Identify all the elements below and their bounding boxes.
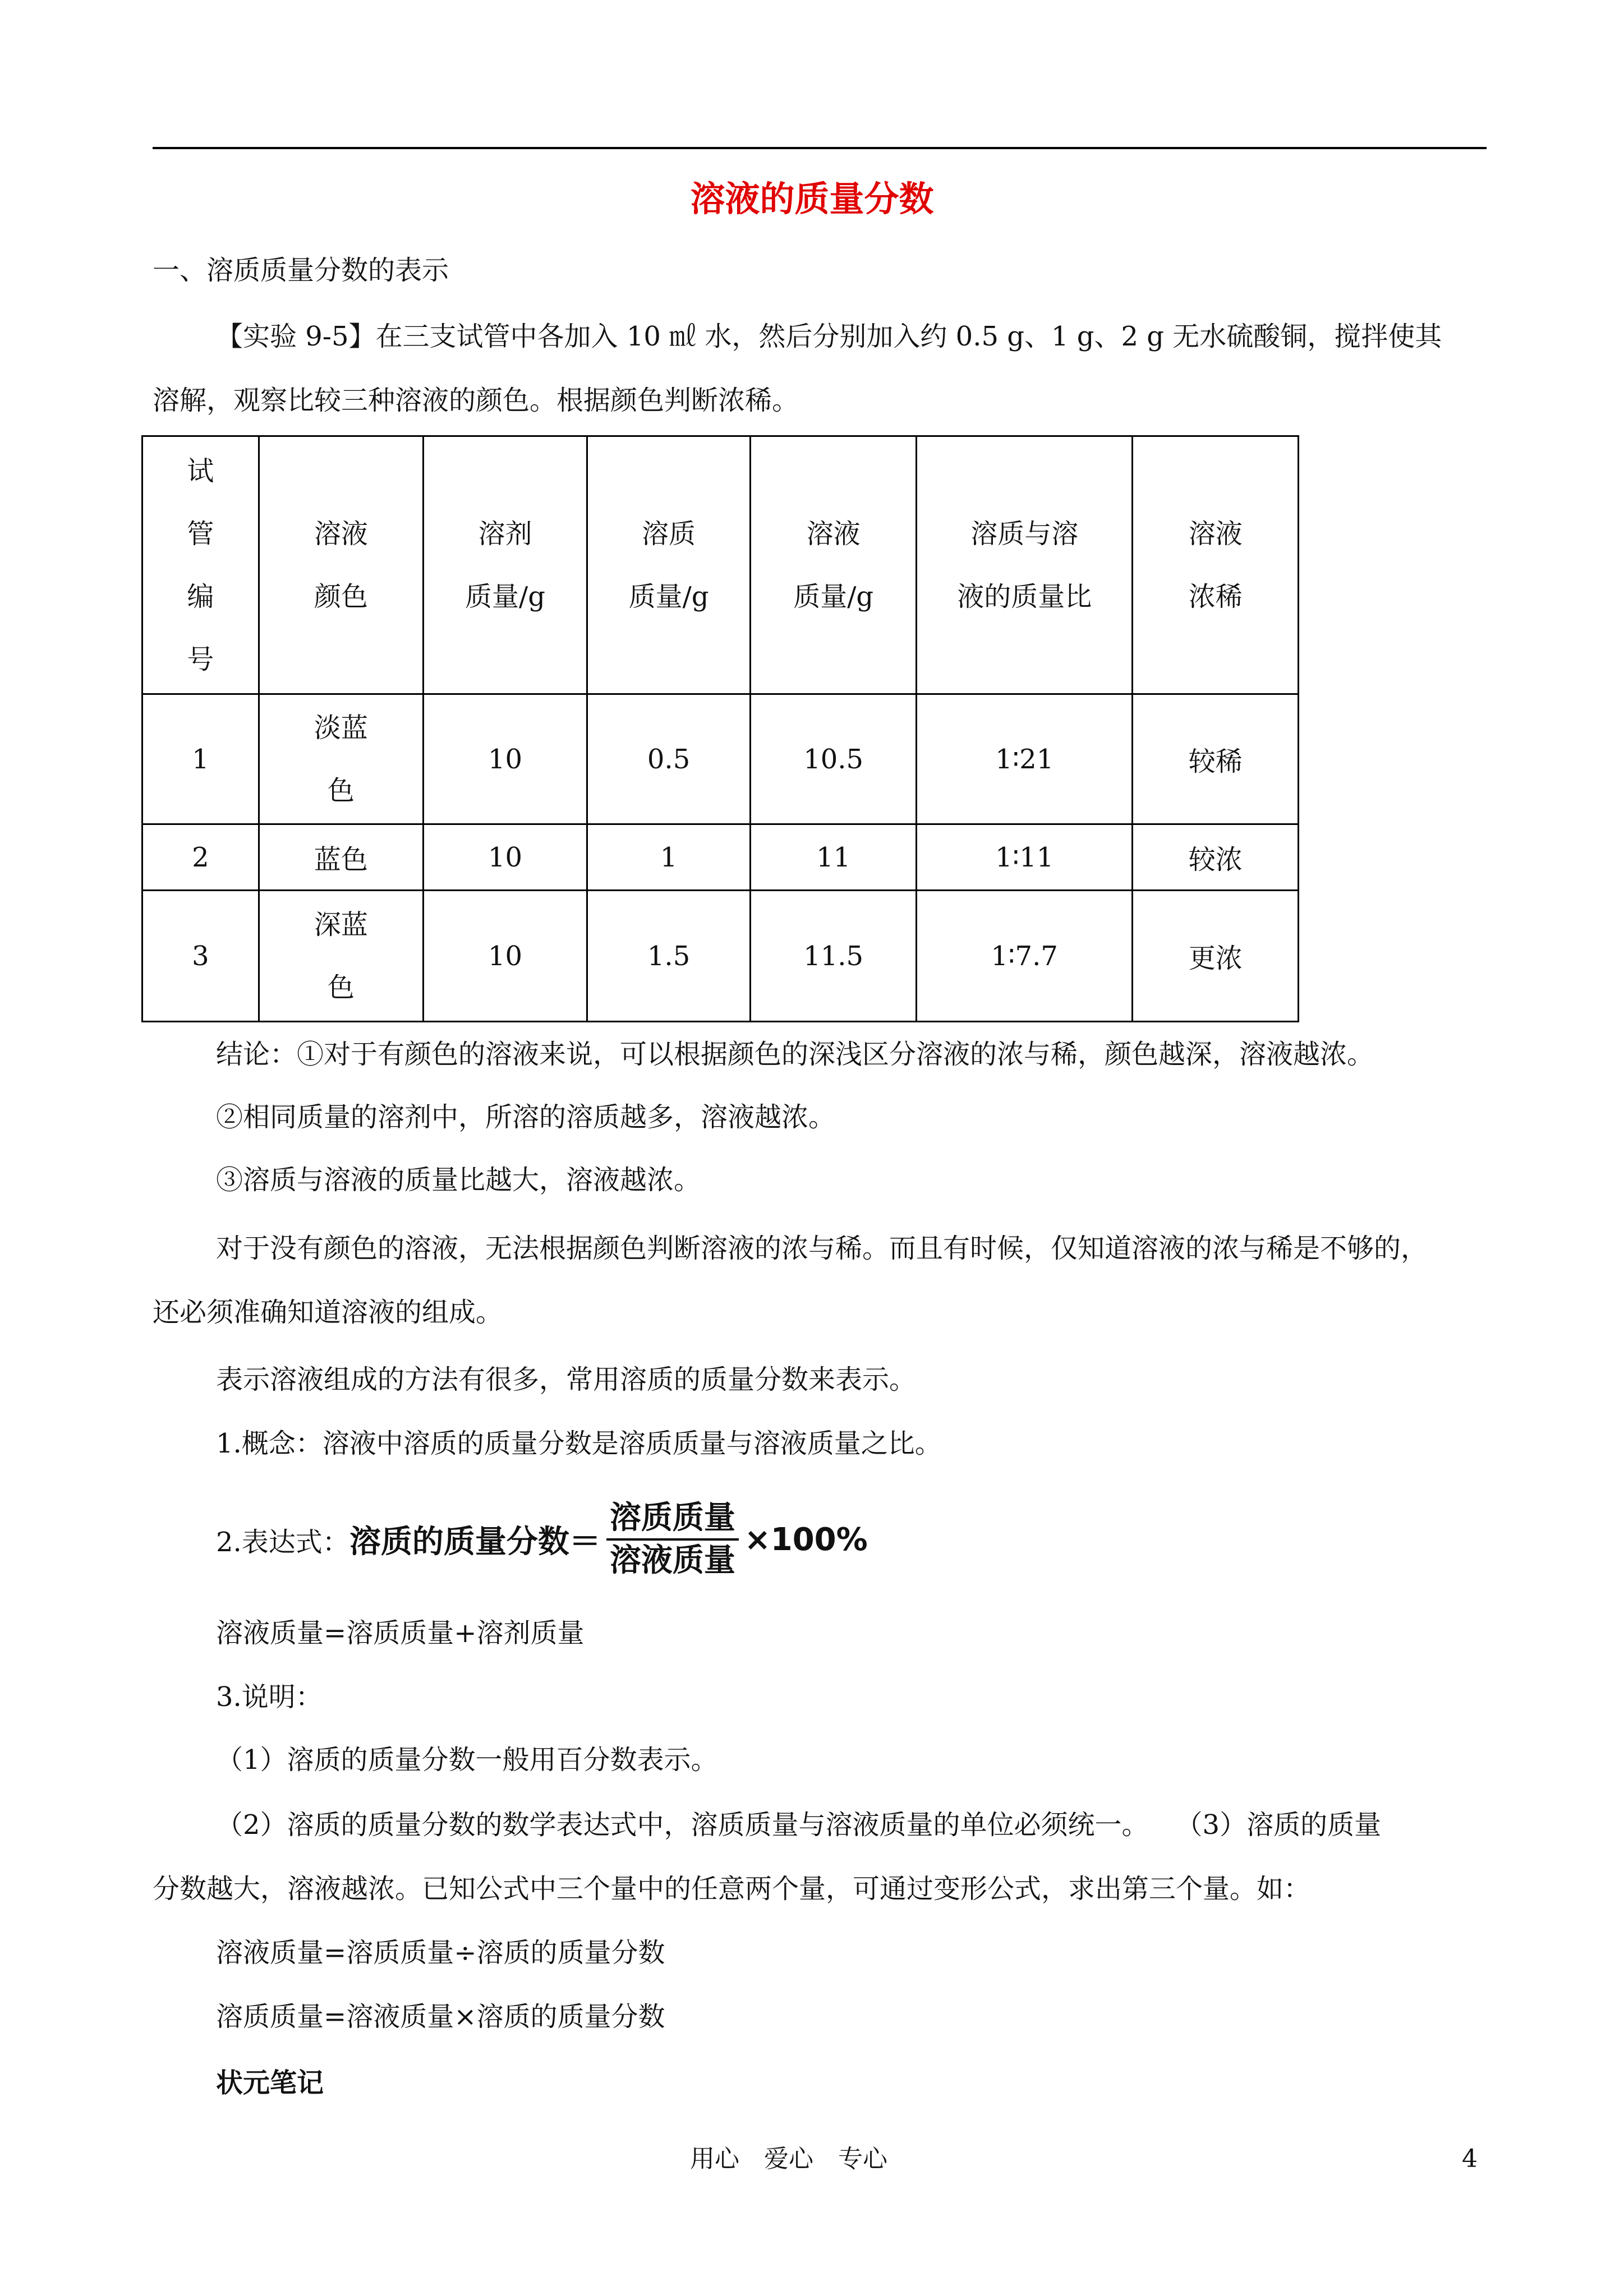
conclusion-3: ③溶质与溶液的质量比越大，溶液越浓。 bbox=[216, 1164, 701, 1196]
cell-color: 蓝色 bbox=[259, 824, 424, 891]
experiment-line-1: 【实验 9-5】在三支试管中各加入 10 ㎖ 水，然后分别加入约 0.5 g、1 g、2 g 无水硫酸铜，搅拌使其 bbox=[216, 321, 1442, 352]
paragraph-method: 表示溶液组成的方法有很多，常用溶质的质量分数来表示。 bbox=[216, 1364, 917, 1395]
concept-line: 1.概念：溶液中溶质的质量分数是溶质质量与溶液质量之比。 bbox=[216, 1428, 942, 1459]
table-row bbox=[142, 694, 1299, 824]
header-solvent-mass: 溶剂 质量/g bbox=[424, 436, 587, 694]
header-mass-ratio: 溶质与溶 液的质量比 bbox=[916, 436, 1132, 694]
formula-solution-mass: 溶液质量=溶质质量÷溶质的质量分数 bbox=[216, 1937, 665, 1968]
cell-concentration: 较稀 bbox=[1133, 694, 1299, 824]
paragraph-line-1: 对于没有颜色的溶液，无法根据颜色判断溶液的浓与稀。而且有时候，仅知道溶液的浓与稀是不够的， bbox=[216, 1233, 1428, 1264]
table-header-row bbox=[142, 436, 1299, 694]
cell-tube-no: 2 bbox=[142, 824, 259, 891]
header-rule bbox=[153, 147, 1487, 149]
table-row bbox=[142, 824, 1299, 891]
formula-numerator: 溶质质量 bbox=[609, 1500, 735, 1536]
formula-lhs: 溶质的质量分数＝ bbox=[349, 1524, 601, 1560]
formula-fraction bbox=[606, 1498, 739, 1581]
experiment-line-2: 溶解，观察比较三种溶液的颜色。根据颜色判断浓稀。 bbox=[153, 385, 799, 416]
formula-solute-mass: 溶质质量=溶液质量×溶质的质量分数 bbox=[216, 2001, 665, 2032]
cell-solvent: 10 bbox=[424, 891, 587, 1022]
header-concentration: 溶液 浓稀 bbox=[1133, 436, 1299, 694]
footer-motto: 用心 爱心 专心 bbox=[690, 2145, 887, 2173]
cell-solution: 10.5 bbox=[751, 694, 917, 824]
header-solute-mass: 溶质 质量/g bbox=[587, 436, 751, 694]
paragraph-line-2: 还必须准确知道溶液的组成。 bbox=[153, 1297, 503, 1328]
experiment-table bbox=[141, 435, 1299, 1022]
notes-heading: 状元笔记 bbox=[216, 2067, 324, 2099]
formula-label: 2.表达式： bbox=[216, 1526, 349, 1558]
conclusion-1: 结论：①对于有颜色的溶液来说，可以根据颜色的深浅区分溶液的浓与稀，颜色越深，溶液越浓。 bbox=[216, 1039, 1374, 1070]
explain-item-2-line-1: （2）溶质的质量分数的数学表达式中，溶质质量与溶液质量的单位必须统一。 （3）溶质的质量 bbox=[216, 1809, 1382, 1841]
cell-solute: 1.5 bbox=[587, 891, 751, 1022]
cell-solute: 0.5 bbox=[587, 694, 751, 824]
cell-concentration: 更浓 bbox=[1133, 891, 1299, 1022]
formula-tail: ×100% bbox=[744, 1521, 868, 1558]
header-solution-color: 溶液 颜色 bbox=[259, 436, 424, 694]
section-heading: 一、溶质质量分数的表示 bbox=[153, 255, 449, 286]
cell-solute: 1 bbox=[587, 824, 751, 891]
header-tube-no: 试 管 编 号 bbox=[142, 436, 259, 694]
cell-solvent: 10 bbox=[424, 694, 587, 824]
cell-color: 深蓝 色 bbox=[259, 891, 424, 1022]
cell-tube-no: 3 bbox=[142, 891, 259, 1022]
header-solution-mass: 溶液 质量/g bbox=[751, 436, 917, 694]
page-title: 溶液的质量分数 bbox=[690, 178, 934, 219]
page-number: 4 bbox=[1462, 2145, 1478, 2173]
cell-solution: 11 bbox=[751, 824, 917, 891]
solution-mass-equation: 溶液质量=溶质质量+溶剂质量 bbox=[216, 1617, 585, 1649]
formula-denominator: 溶液质量 bbox=[609, 1542, 735, 1579]
cell-ratio: 1∶7.7 bbox=[916, 891, 1132, 1022]
cell-concentration: 较浓 bbox=[1133, 824, 1299, 891]
explain-heading: 3.说明： bbox=[216, 1681, 323, 1713]
cell-solvent: 10 bbox=[424, 824, 587, 891]
explain-item-1: （1）溶质的质量分数一般用百分数表示。 bbox=[216, 1744, 718, 1776]
cell-color: 淡蓝 色 bbox=[259, 694, 424, 824]
conclusion-2: ②相同质量的溶剂中，所溶的溶质越多，溶液越浓。 bbox=[216, 1101, 836, 1133]
cell-tube-no: 1 bbox=[142, 694, 259, 824]
explain-item-2-line-2: 分数越大，溶液越浓。已知公式中三个量中的任意两个量，可通过变形公式，求出第三个量。如： bbox=[153, 1873, 1311, 1905]
cell-ratio: 1∶11 bbox=[916, 824, 1132, 891]
cell-ratio: 1∶21 bbox=[916, 694, 1132, 824]
cell-solution: 11.5 bbox=[751, 891, 917, 1022]
table-row bbox=[142, 891, 1299, 1022]
mass-fraction-formula bbox=[216, 1492, 868, 1587]
